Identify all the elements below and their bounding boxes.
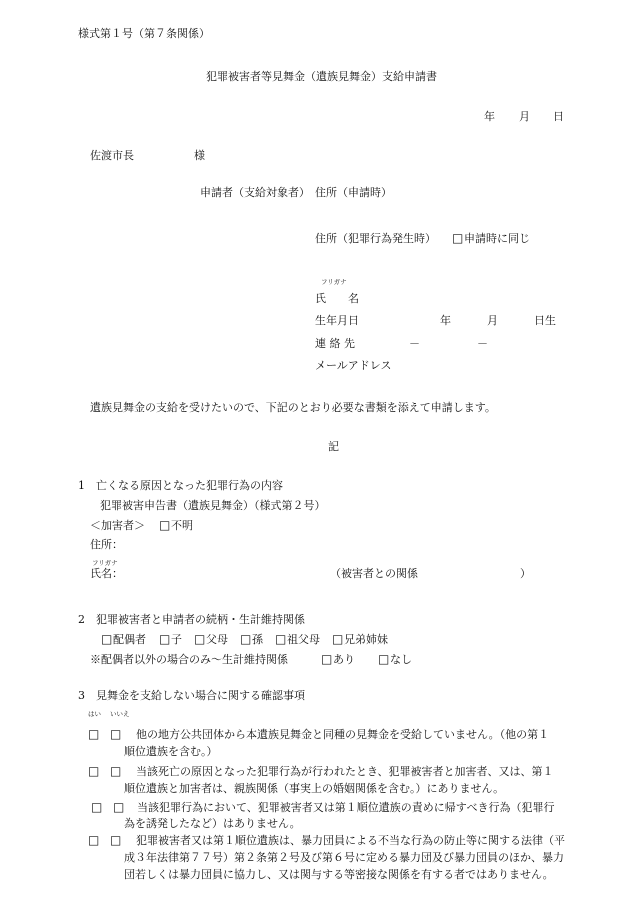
address-at-crime-label: 住所（犯罪行為発生時） bbox=[315, 232, 436, 245]
applicant-name-label: 氏 名 bbox=[315, 292, 359, 305]
item3-no-checkbox[interactable]: □ bbox=[113, 800, 125, 814]
relation-grandparent-label: 祖父母 bbox=[287, 633, 320, 646]
perpetrator-furigana-label: フリガナ bbox=[92, 559, 118, 567]
birth-day-label: 日生 bbox=[534, 314, 556, 327]
form-label: 様式第１号（第７条関係） bbox=[78, 27, 210, 40]
ki-heading: 記 bbox=[328, 440, 339, 453]
livelihood-yes-checkbox[interactable]: □ bbox=[321, 652, 333, 666]
document-title: 犯罪被害者等見舞金（遺族見舞金）支給申請書 bbox=[206, 70, 437, 83]
recipient-suffix: 様 bbox=[194, 149, 205, 162]
relation-child-checkbox[interactable]: □ bbox=[159, 632, 171, 646]
item4-text-line2: 成３年法律第７７号）第２条第２号及び第６号に定める暴力団及び暴力団員のほか、暴力 bbox=[124, 851, 564, 864]
perpetrator-unknown-checkbox[interactable]: □ bbox=[159, 518, 171, 532]
birth-year-label: 年 bbox=[440, 314, 451, 327]
item3-text-line1: 当該犯罪行為において、犯罪被害者又は第１順位遺族の責めに帰すべき行為（犯罪行 bbox=[137, 801, 555, 814]
date-year-label: 年 bbox=[484, 110, 495, 123]
item4-text-line1: 犯罪被害者又は第１順位遺族は、暴力団員による不当な行為の防止等に関する法律（平 bbox=[136, 834, 565, 847]
same-as-application-checkbox[interactable]: □ bbox=[452, 231, 464, 245]
address-at-application-label: 住所（申請時） bbox=[315, 186, 392, 199]
applicant-label: 申請者（支給対象者） bbox=[200, 186, 310, 199]
date-day-label: 日 bbox=[553, 110, 564, 123]
birth-date-label: 生年月日 bbox=[315, 314, 359, 327]
item4-text-line3: 団若しくは暴力団員に協力し、又は関与する等密接な関係を有する者ではありません。 bbox=[124, 868, 554, 881]
livelihood-no-label: なし bbox=[390, 653, 412, 666]
relation-grandchild-checkbox[interactable]: □ bbox=[240, 632, 252, 646]
perpetrator-name-label: 氏名： bbox=[90, 567, 123, 580]
recipient-name: 佐渡市長 bbox=[90, 149, 134, 162]
relation-grandparent-checkbox[interactable]: □ bbox=[275, 632, 287, 646]
yes-column-label: はい bbox=[88, 710, 101, 718]
application-statement: 遺族見舞金の支給を受けたいので、下記のとおり必要な書類を添えて申請します。 bbox=[90, 401, 496, 414]
relation-spouse-label: 配偶者 bbox=[113, 633, 146, 646]
item1-text-line2: 順位遺族を含む。） bbox=[124, 745, 218, 758]
birth-month-label: 月 bbox=[487, 314, 498, 327]
item1-text-line1: 他の地方公共団体から本遺族見舞金と同種の見舞金を受給していません。（他の第１ bbox=[136, 728, 550, 741]
item1-no-checkbox[interactable]: □ bbox=[110, 727, 122, 741]
section3-title: 3 見舞金を支給しない場合に関する確認事項 bbox=[78, 689, 305, 702]
relation-parent-checkbox[interactable]: □ bbox=[194, 632, 206, 646]
item2-no-checkbox[interactable]: □ bbox=[110, 764, 122, 778]
date-month-label: 月 bbox=[519, 110, 530, 123]
item1-yes-checkbox[interactable]: □ bbox=[88, 727, 100, 741]
item2-text-line2: 順位遺族と加害者は、親族関係（事実上の婚姻関係を含む。）にありません。 bbox=[124, 782, 505, 795]
item4-no-checkbox[interactable]: □ bbox=[110, 833, 122, 847]
perpetrator-label: ＜加害者＞ bbox=[90, 519, 145, 532]
section2-title: 2 犯罪被害者と申請者の続柄・生計維持関係 bbox=[78, 613, 305, 626]
contact-dash-1: － bbox=[409, 337, 420, 350]
livelihood-no-checkbox[interactable]: □ bbox=[378, 652, 390, 666]
perpetrator-unknown-label: 不明 bbox=[171, 519, 193, 532]
relation-sibling-checkbox[interactable]: □ bbox=[332, 632, 344, 646]
email-label: メールアドレス bbox=[315, 359, 392, 372]
relation-sibling-label: 兄弟姉妹 bbox=[344, 633, 388, 646]
relation-grandchild-label: 孫 bbox=[252, 633, 263, 646]
no-column-label: いいえ bbox=[110, 710, 130, 718]
livelihood-yes-label: あり bbox=[333, 653, 355, 666]
victim-relation-open: （被害者との関係 bbox=[330, 567, 418, 580]
item3-text-line2: 為を誘発したなど）はありません。 bbox=[124, 817, 301, 830]
contact-dash-2: － bbox=[477, 337, 488, 350]
item4-yes-checkbox[interactable]: □ bbox=[88, 833, 100, 847]
item3-yes-checkbox[interactable]: □ bbox=[91, 800, 103, 814]
item2-yes-checkbox[interactable]: □ bbox=[88, 764, 100, 778]
item2-text-line1: 当該死亡の原因となった犯罪行為が行われたとき、犯罪被害者と加害者、又は、第１ bbox=[136, 765, 554, 778]
section1-subtitle: 犯罪被害申告書（遺族見舞金）（様式第２号） bbox=[100, 499, 326, 512]
relation-parent-label: 父母 bbox=[206, 633, 228, 646]
section1-title: 1 亡くなる原因となった犯罪行為の内容 bbox=[78, 479, 283, 492]
livelihood-note: ※配偶者以外の場合のみ〜生計維持関係 bbox=[90, 653, 288, 666]
perpetrator-address-label: 住所： bbox=[90, 538, 123, 551]
applicant-furigana-label: フリガナ bbox=[321, 278, 347, 286]
relation-spouse-checkbox[interactable]: □ bbox=[101, 632, 113, 646]
same-as-application-label: 申請時に同じ bbox=[464, 232, 530, 245]
relation-child-label: 子 bbox=[171, 633, 182, 646]
contact-label: 連 絡 先 bbox=[315, 337, 355, 350]
victim-relation-close: ） bbox=[520, 567, 531, 580]
